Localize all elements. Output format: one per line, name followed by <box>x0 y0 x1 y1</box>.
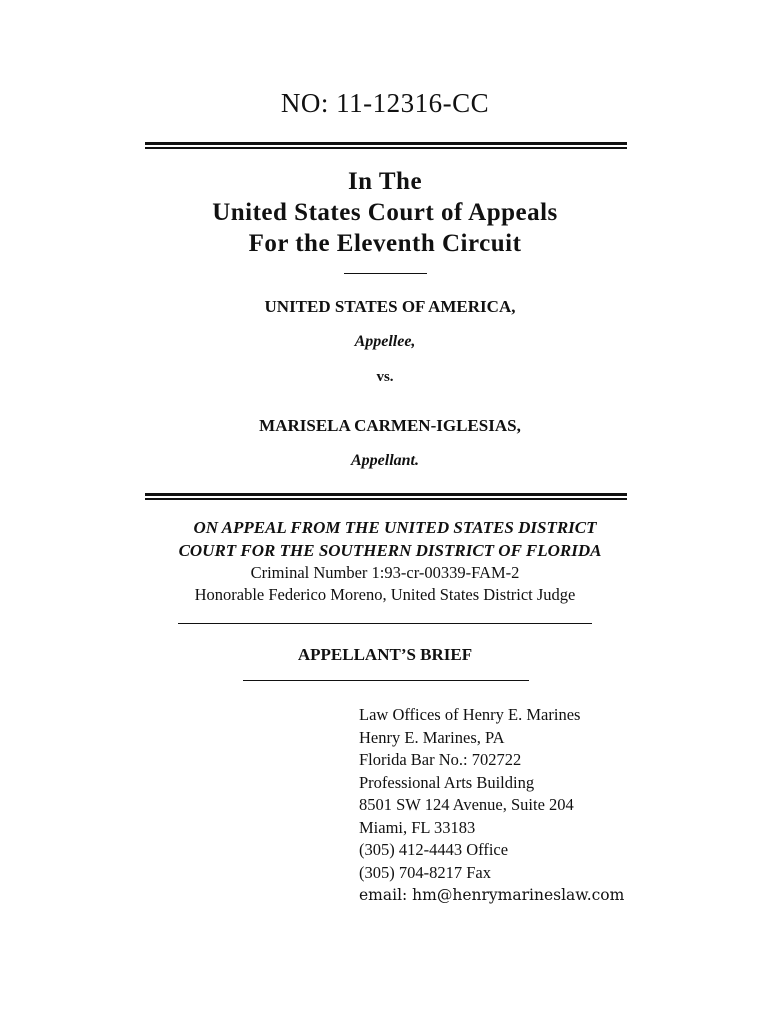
divider-below-title <box>243 680 529 681</box>
appeal-origin-line-2: COURT FOR THE SOUTHERN DISTRICT OF FLORIDA <box>178 541 602 560</box>
court-heading-line-1: In The <box>347 168 423 195</box>
counsel-email: email: hm@henrymarineslaw.com <box>359 886 625 904</box>
counsel-bar-number: Florida Bar No.: 702722 <box>359 750 522 769</box>
district-judge: Honorable Federico Moreno, United States District Judge <box>194 585 576 604</box>
counsel-city: Miami, FL 33183 <box>359 817 476 837</box>
double-rule-middle <box>145 493 627 500</box>
counsel-office-phone: (305) 412-4443 Office <box>359 840 509 859</box>
criminal-number: Criminal Number 1:93-cr-00339-FAM-2 <box>250 563 520 582</box>
counsel-building: Professional Arts Building <box>359 772 535 792</box>
divider-above-title <box>178 623 592 624</box>
versus-label: vs. <box>376 369 394 385</box>
counsel-street: 8501 SW 124 Avenue, Suite 204 <box>359 795 574 814</box>
case-number: NO: 11-12316-CC <box>280 88 490 118</box>
counsel-firm: Law Offices of Henry E. Marines <box>359 705 581 724</box>
appellant-name: MARISELA CARMEN-IGLESIAS, <box>259 416 521 435</box>
court-heading-line-2: United States Court of Appeals <box>212 199 558 226</box>
counsel-fax: (305) 704-8217 Fax <box>359 862 491 882</box>
short-divider <box>344 273 427 274</box>
court-heading-line-3: For the Eleventh Circuit <box>248 230 522 257</box>
appeal-origin-line-1: ON APPEAL FROM THE UNITED STATES DISTRICT <box>193 518 597 537</box>
appellee-role: Appellee, <box>354 333 416 350</box>
counsel-attorney: Henry E. Marines, PA <box>359 727 505 747</box>
appellant-role: Appellant. <box>350 452 419 469</box>
brief-title: APPELLANT’S BRIEF <box>297 645 473 664</box>
appellee-name: UNITED STATES OF AMERICA, <box>264 297 516 316</box>
double-rule-top <box>145 142 627 149</box>
counsel-block <box>359 704 759 907</box>
